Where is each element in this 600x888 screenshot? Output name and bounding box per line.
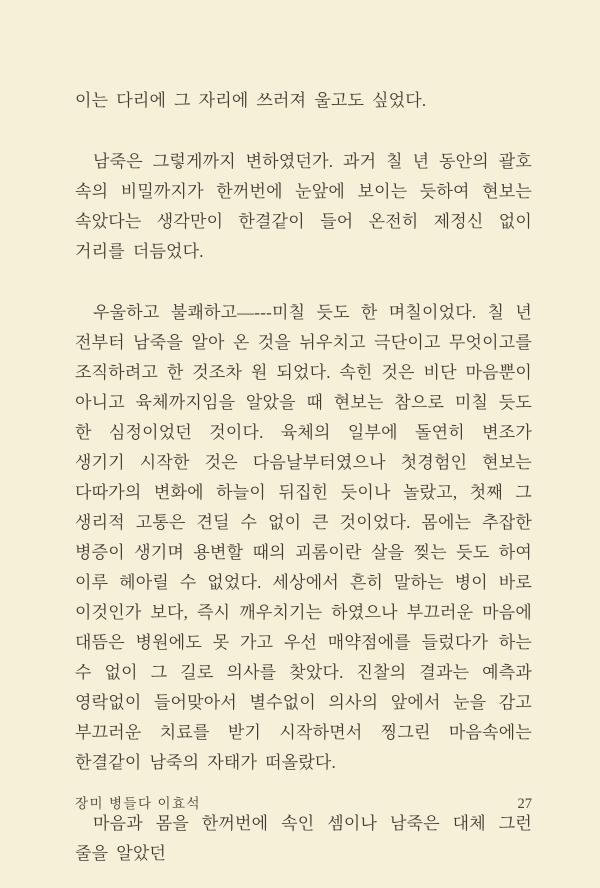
page-footer [75, 792, 532, 813]
body-paragraph: 마음과 몸을 한꺼번에 속인 셈이나 남죽은 대체 그런 줄을 알았던 [75, 814, 532, 863]
footer-page-number: 27 [517, 796, 532, 812]
body-text-block [75, 86, 532, 869]
body-paragraph: 이는 다리에 그 자리에 쓰러져 울고도 싶었다. [75, 91, 427, 110]
body-paragraph: 남죽은 그렇게까지 변하였던가. 과거 칠 년 동안의 괄호 속의 비밀까지가 한꺼번에 눈앞에 보이는 듯하여 현보는 속았다는 생각만이 한결같이 들어 온전히 제정신 없이 거리를 더듬었다. [75, 152, 532, 261]
body-paragraph: 우울하고 불쾌하고—---미칠 듯도 한 며칠이었다. 칠 년 전부터 남죽을 알아 온 것을 뉘우치고 극단이고 무엇이고를 조직하려고 한 것조차 원 되었다. 속힌 것은 비단 마음뿐이 아니고 육체까지임을 알았을 때 현보는 참으로 미칠 듯도 한 심정이었던 것이다. 육체의 일부에 돌연히 변조가 생기기 시작한 것은 다음날부터였으나 첫경험인 현보는 다따가의 변화에 하늘이 뒤집힌 듯이나 놀랐고, 첫째 그 생리적 고통은 견딜 수 없이 큰 것이었다. 몸에는 추잡한 병증이 생기며 용변할 때의 괴롬이란 살을 찢는 듯도 하여 이루 헤아릴 수 없었다. 세상에서 흔히 말하는 병이 바로 이것인가 보다, 즉시 깨우치기는 하였으나 부끄러운 마음에 대뜸은 병원에도 못 가고 우선 매약점에를 들렀다가 하는 수 없이 그 길로 의사를 찾았다. 진찰의 결과는 예측과 영락없이 들어맞아서 별수없이 의사의 앞에서 눈을 감고 부끄러운 치료를 받기 시작하면서 찡그린 마음속에는 한결같이 남죽의 자태가 떠올랐다. [75, 303, 532, 772]
footer-running-title: 장미 병들다 이효석 [75, 796, 202, 811]
